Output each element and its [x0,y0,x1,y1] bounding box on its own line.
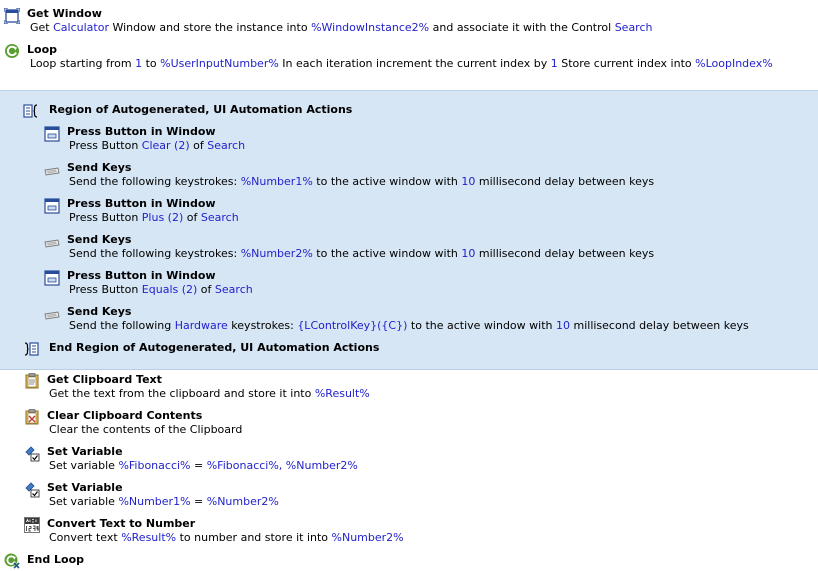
action-description: Get Calculator Window and store the instance into %WindowInstance2% and associate it with the Control Search [30,21,653,34]
action-title: End Region of Autogenerated, UI Automation Actions [49,341,380,354]
action-description: Press Button Plus (2) of Search [69,211,239,224]
region-end-icon [23,341,39,357]
convert-number-icon [24,517,40,533]
action-loop[interactable] [0,40,818,74]
action-press-button-plus[interactable] [0,195,818,229]
action-description: Press Button Equals (2) of Search [69,283,253,296]
action-send-keys-number1[interactable] [0,159,818,193]
action-end-loop[interactable] [0,551,818,571]
action-title: Send Keys [67,233,132,246]
action-title: Clear Clipboard Contents [47,409,203,422]
set-variable-icon [24,446,40,462]
action-region-start[interactable] [0,100,818,120]
action-description: Send the following Hardware keystrokes: {LControlKey}({C}) to the active window with 10 millisecond delay between keys [69,319,749,332]
action-description: Loop starting from 1 to %UserInputNumber% In each iteration increment the current index by 1 Store current index into %LoopIndex% [30,57,773,70]
keyboard-icon [44,235,60,251]
action-description: Set variable %Number1% = %Number2% [49,495,279,508]
action-description: Send the following keystrokes: %Number1% to the active window with 10 millisecond delay between keys [69,175,655,188]
window-icon [4,8,20,24]
action-description: Press Button Clear (2) of Search [69,139,246,152]
action-get-clipboard-text[interactable] [0,371,818,405]
action-press-button-equals[interactable] [0,267,818,301]
action-title: End Loop [27,553,85,566]
action-send-keys-hardware[interactable] [0,303,818,337]
action-title: Press Button in Window [67,197,216,210]
action-title: Region of Autogenerated, UI Automation Actions [49,103,353,116]
action-title: Get Clipboard Text [47,373,162,386]
action-title: Press Button in Window [67,269,216,282]
action-title: Set Variable [47,445,123,458]
keyboard-icon [44,307,60,323]
action-title: Set Variable [47,481,123,494]
set-variable-icon [24,482,40,498]
loop-icon [4,43,20,59]
action-title: Loop [27,43,57,56]
action-description: Get the text from the clipboard and store it into %Result% [49,387,370,400]
region-start-icon [23,103,39,119]
action-get-window[interactable] [0,4,818,38]
action-set-variable-number1[interactable] [0,479,818,513]
press-button-icon [44,126,60,142]
action-region-end[interactable] [0,339,818,359]
action-title: Press Button in Window [67,125,216,138]
action-description: Send the following keystrokes: %Number2% to the active window with 10 millisecond delay between keys [69,247,655,260]
action-title: Convert Text to Number [47,517,196,530]
action-description: Convert text %Result% to number and store it into %Number2% [49,531,404,544]
action-description: Set variable %Fibonacci% = %Fibonacci%, %Number2% [49,459,358,472]
keyboard-icon [44,163,60,179]
action-convert-text-to-number[interactable] [0,515,818,549]
action-title: Get Window [27,7,102,20]
end-loop-icon [4,553,20,569]
action-clear-clipboard[interactable] [0,407,818,441]
action-title: Send Keys [67,161,132,174]
action-description: Clear the contents of the Clipboard [49,423,243,436]
clipboard-icon [24,373,40,389]
action-press-button-clear[interactable] [0,123,818,157]
action-title: Send Keys [67,305,132,318]
press-button-icon [44,270,60,286]
press-button-icon [44,198,60,214]
action-set-variable-fibonacci[interactable] [0,443,818,477]
clear-clipboard-icon [24,409,40,425]
action-send-keys-number2[interactable] [0,231,818,265]
